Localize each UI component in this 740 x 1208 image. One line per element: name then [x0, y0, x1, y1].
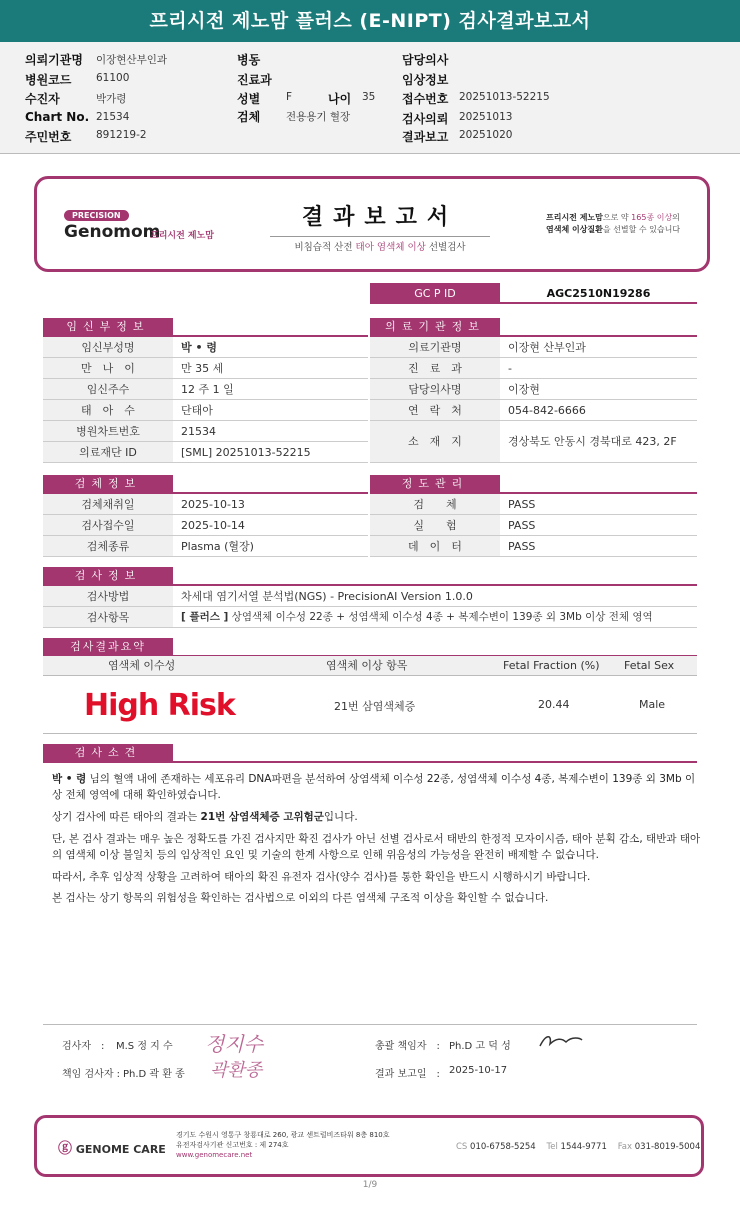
header-label: 병동 [237, 53, 261, 67]
gc-pid [370, 283, 697, 304]
header-label: 수진자 [25, 92, 60, 106]
chief-label: 총괄 책임자 : [375, 1041, 440, 1052]
section-test: 검사정보 [43, 567, 173, 585]
section-findings: 검사소견 [43, 744, 173, 762]
table-row: 실 험 PASS [370, 515, 697, 536]
header-value: 20251013 [459, 111, 513, 123]
age-value: 35 [362, 91, 376, 103]
responsible-name: Ph.D 곽 환 종 [123, 1069, 185, 1080]
risk-result: High Risk [84, 688, 235, 723]
table-row: 검 체 PASS [370, 494, 697, 515]
page-number: 1/9 [362, 1180, 378, 1190]
finding-paragraph: 단, 본 검사 결과는 매우 높은 정확도를 가진 검사지만 확진 검사가 아닌 선별 검사로서 태반의 한정적 모자이시즘, 태아 분획 감소, 태반과 태아의 염색체 이상 불일치 등의 임상적인 요인 및 기술의 한계 사항으로 인해 위음성의 가능성을 완전히 배제할 수 없습니다. [52, 833, 701, 861]
table-row: 병원차트번호 21534 [43, 421, 368, 442]
fetal-sex: Male [639, 698, 666, 711]
genomom-logo: Genomom [64, 222, 161, 242]
table-row: 태 아 수 단태아 [43, 400, 368, 421]
chief-signature [536, 1030, 586, 1052]
header-label: 성별 [237, 92, 261, 106]
table-row: 소 재 지 경상북도 안동시 경북대로 423, 2F [370, 421, 697, 463]
report-title: 프리시전 제노맘 플러스 (E-NIPT) 검사결과보고서 [0, 0, 740, 42]
responsible-label: 책임 검사자 : [62, 1069, 121, 1080]
examiner-name: M.S 정 지 수 [116, 1041, 173, 1052]
finding-paragraph: 본 검사는 상기 항목의 위험성을 확인하는 검사법으로 이외의 다른 염색체 구조적 이상을 확인할 수 없습니다. [52, 892, 549, 904]
col-header: 염색체 이수성 [108, 659, 176, 672]
table-row: 만 나 이 만 35 세 [43, 358, 368, 379]
header-label: 진료과 [237, 73, 272, 87]
header-label: 검사의뢰 [402, 112, 449, 126]
fetal-fraction: 20.44 [538, 698, 570, 711]
header-value: 21534 [96, 111, 130, 123]
header-label: 주민번호 [25, 130, 72, 144]
examiner-label: 검사자 : [62, 1041, 105, 1052]
gc-pid-label: GC P ID [370, 283, 500, 304]
header-label: 접수번호 [402, 92, 449, 106]
footer-address: 경기도 수원시 영통구 창룡대로 260, 광교 센트럴비즈타워 8층 810호 유전자검사기관 신고번호 : 제 274호 www.genomecare.net [176, 1131, 390, 1159]
table-row: 검체종류 Plasma (혈장) [43, 536, 368, 557]
header-value: 20251013-52215 [459, 91, 550, 103]
summary-header [43, 656, 697, 676]
abnormality-item: 21번 삼염색체증 [334, 700, 416, 713]
banner-note: 프리시전 제노맘으로 약 165종 이상의 염색체 이상질환을 선별할 수 있습니다 [546, 213, 681, 234]
section-institution: 의료기관정보 [370, 318, 500, 336]
finding-paragraph: 박 • 령 님의 혈액 내에 존재하는 세포유리 DNA파편을 분석하여 상염색체 이수성 22종, 성염색체 이수성 4종, 복제수변이 139종 외 3Mb 이상 전체 영역에 대해 확인하였습니다. [52, 773, 696, 801]
col-header: 염색체 이상 항목 [326, 659, 408, 672]
precision-badge: PRECISION [64, 210, 129, 221]
finding-paragraph: 따라서, 추후 임상적 상황을 고려하여 태아의 확진 유전자 검사(양수 검사)를 통한 확인을 반드시 시행하시기 바랍니다. [52, 871, 591, 883]
col-header: Fetal Fraction (%) [503, 659, 600, 672]
table-row: 연 락 처 054-842-6666 [370, 400, 697, 421]
table-row: 검체채취일 2025-10-13 [43, 494, 368, 515]
table-row: 진 료 과 - [370, 358, 697, 379]
specimen-value: 전용용기 혈장 [286, 111, 351, 123]
table-row: 검사방법 차세대 염기서열 분석법(NGS) - PrecisionAI Version 1.0.0 [43, 586, 697, 607]
report-subtitle: 비침습적 산전 태아 염색체 이상 선별검사 [270, 236, 490, 253]
table-row: 검사항목 [ 플러스 ] 상염색체 이수성 22종 + 성염색체 이수성 4종 + 복제수변이 139종 외 3Mb 이상 전체 영역 [43, 607, 697, 628]
header-value: 박가령 [96, 93, 127, 105]
chief-name: Ph.D 고 덕 성 [449, 1041, 511, 1052]
header-value: 20251020 [459, 129, 513, 141]
age-label: 나이 [328, 92, 352, 106]
table-row: 임신부성명 박 • 령 [43, 337, 368, 358]
result-report-heading: 결과보고서 [301, 205, 459, 230]
header-label: 의뢰기관명 [25, 53, 83, 67]
header-value: 61100 [96, 72, 130, 84]
section-summary: 검사결과요약 [43, 638, 173, 656]
genomom-logo-sub: 프리시전 제노맘 [150, 231, 214, 241]
report-date-label: 결과 보고일 : [375, 1069, 440, 1080]
header-label: 임상정보 [402, 73, 449, 87]
genome-care-icon: ⓖ [58, 1141, 72, 1157]
col-header: Fetal Sex [624, 659, 675, 672]
website-link[interactable]: www.genomecare.net [176, 1151, 253, 1159]
table-row: 의료기관명 이장현 산부인과 [370, 337, 697, 358]
header-label: 담당의사 [402, 53, 449, 67]
report-date: 2025-10-17 [449, 1065, 508, 1076]
table-row: 담당의사명 이장현 [370, 379, 697, 400]
header-label: 검체 [237, 110, 261, 124]
finding-paragraph: 상기 검사에 따른 태아의 결과는 21번 삼염색체증 고위험군입니다. [52, 811, 358, 823]
header-row [25, 51, 83, 68]
header-value: 891219-2 [96, 129, 147, 141]
sex-value: F [286, 91, 293, 103]
section-specimen: 검체정보 [43, 475, 173, 493]
header-label: 결과보고 [402, 130, 449, 144]
patient-header [0, 42, 740, 154]
header-label: 병원코드 [25, 73, 72, 87]
header-value: 이장현산부인과 [96, 54, 168, 66]
examiner-signature: 정지수 [205, 1032, 263, 1056]
footer-contact: CS 010-6758-5254 Tel 1544-9771 Fax 031-8019-5004 [456, 1142, 701, 1152]
genome-care-logo: ⓖ GENOME CARE [58, 1141, 166, 1157]
table-row: 의료재단 ID [SML] 20251013-52215 [43, 442, 368, 463]
table-row: 검사접수일 2025-10-14 [43, 515, 368, 536]
section-qc: 정도관리 [370, 475, 500, 493]
table-row: 임신주수 12 주 1 일 [43, 379, 368, 400]
responsible-signature: 곽환종 [210, 1060, 263, 1081]
header-label: Chart No. [25, 110, 90, 124]
section-pregnant: 임신부정보 [43, 318, 173, 336]
table-row: 데 이 터 PASS [370, 536, 697, 557]
gc-pid-value: AGC2510N19286 [546, 287, 651, 300]
